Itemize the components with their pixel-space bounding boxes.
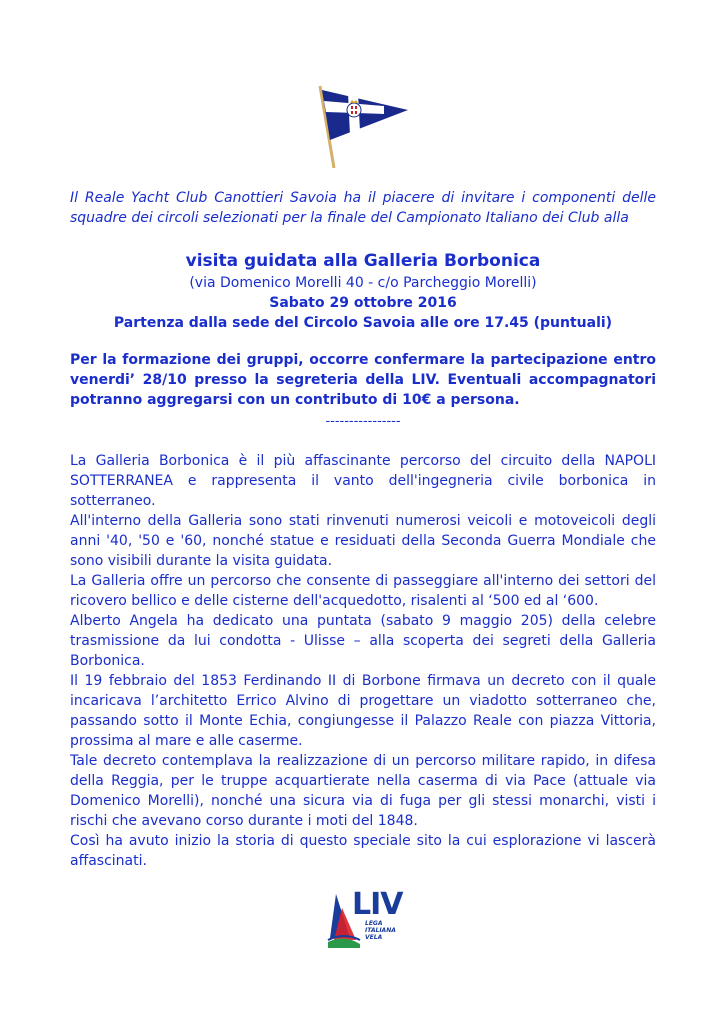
intro-text: Il Reale Yacht Club Canottieri Savoia ha il piacere di invitare i componenti delle squadre dei circoli selezionati per la finale del Campionato Italiano dei Club alla bbox=[70, 190, 656, 226]
logo-subtitle bbox=[365, 920, 396, 941]
paragraph: Alberto Angela ha dedicato una puntata (sabato 9 maggio 205) della celebre trasmissione da lui condotta - Ulisse – alla scoperta dei segreti della Galleria Borbonica. bbox=[70, 613, 656, 669]
logo-letters: LIV bbox=[352, 887, 403, 922]
event-departure: Partenza dalla sede del Circolo Savoia alle ore 17.45 (puntuali) bbox=[113, 315, 613, 331]
paragraph: Tale decreto contemplava la realizzazione di un percorso militare rapido, in difesa della Reggia, per le truppe acquartierate nella caserma di via Pace (attuale via Domenico Morelli), nonché una sicura via di fuga per gli stessi monarchi, visti i rischi che avevano corso durante i moti del 1848. bbox=[70, 753, 656, 829]
club-burgee-icon bbox=[312, 84, 412, 170]
description-body bbox=[70, 451, 656, 871]
paragraph: La Galleria offre un percorso che consente di passeggiare all'interno dei settori del ricovero bellico e delle cisterne dell'acquedotto, risalenti al ‘500 ed al ‘600. bbox=[70, 573, 656, 609]
confirmation-notice: Per la formazione dei gruppi, occorre confermare la partecipazione entro venerdi’ 28/10 presso la segreteria della LIV. Eventuali accompagnatori potranno aggregarsi con un contributo di 10€ a persona. bbox=[70, 352, 656, 408]
paragraph: All'interno della Galleria sono stati rinvenuti numerosi veicoli e motoveicoli degli anni '40, '50 e '60, nonché statue e residuati della Seconda Guerra Mondiale che sono visibili durante la visita guidata. bbox=[70, 513, 656, 569]
separator-line: ---------------- bbox=[325, 414, 401, 429]
event-date: Sabato 29 ottobre 2016 bbox=[269, 295, 457, 311]
logo-line: ITALIANA bbox=[365, 927, 396, 934]
event-title: visita guidata alla Galleria Borbonica bbox=[185, 251, 541, 271]
paragraph: La Galleria Borbonica è il più affascinante percorso del circuito della NAPOLI SOTTERRANEA e rappresenta il vanto dell'ingegneria civile borbonica in sotterraneo. bbox=[70, 453, 656, 509]
logo-line: VELA bbox=[365, 934, 383, 941]
paragraph: Così ha avuto inizio la storia di questo speciale sito la cui esplorazione vi lascerà affascinati. bbox=[70, 833, 656, 869]
logo-line: LEGA bbox=[365, 920, 383, 927]
event-address: (via Domenico Morelli 40 - c/o Parcheggio Morelli) bbox=[189, 275, 537, 291]
paragraph: Il 19 febbraio del 1853 Ferdinando II di Borbone firmava un decreto con il quale incaricava l’architetto Errico Alvino di progettare un viadotto sotterraneo che, passando sotto il Monte Echia, congiungesse il Palazzo Reale con piazza Vittoria, prossima al mare e alle caserme. bbox=[70, 673, 656, 749]
